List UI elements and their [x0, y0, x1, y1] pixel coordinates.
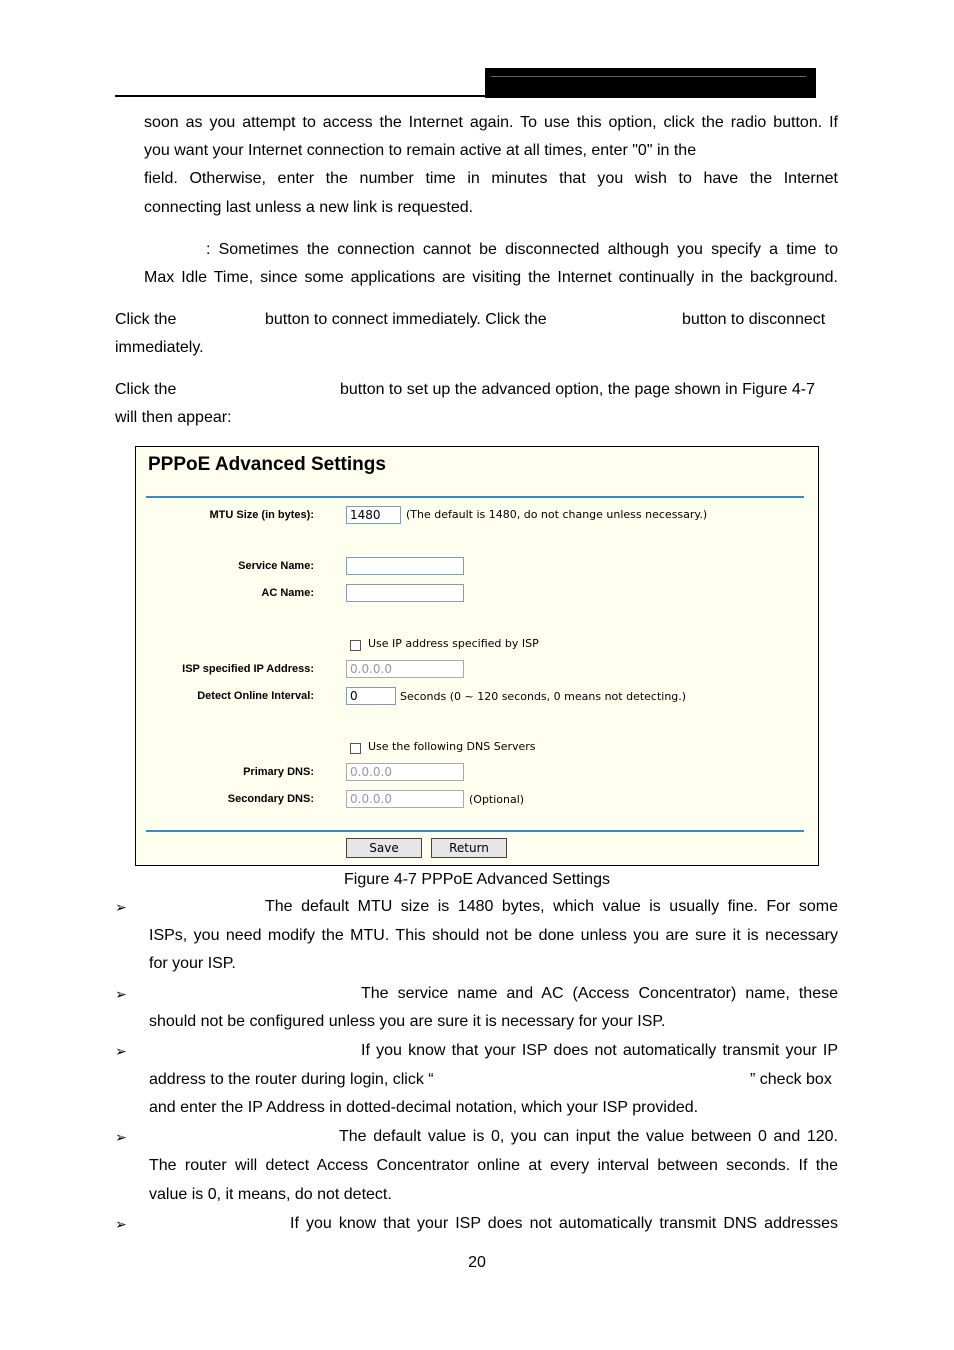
header-rule [115, 95, 485, 97]
primary-dns-input[interactable]: 0.0.0.0 [346, 763, 464, 781]
connect-c: button to disconnect [682, 311, 826, 328]
detect-input[interactable]: 0 [346, 687, 396, 705]
connect-d: immediately. [115, 339, 204, 356]
para1-line1: soon as you attempt to access the Internet again. To use this option, click the radio button. If [144, 114, 838, 131]
secondary-dns-note: (Optional) [469, 793, 525, 806]
figure-caption: Figure 4-7 PPPoE Advanced Settings [344, 871, 610, 888]
bullet3-line1: If you know that your ISP does not automatically transmit your IP [361, 1042, 838, 1059]
bullet2-line1: The service name and AC (Access Concentrator) name, these [361, 985, 838, 1002]
secondary-dns-input[interactable]: 0.0.0.0 [346, 790, 464, 808]
panel-bottom-rule [146, 830, 804, 832]
use-isp-ip-checkbox[interactable] [350, 640, 361, 651]
pppoe-advanced-panel [135, 446, 819, 866]
mtu-note: (The default is 1480, do not change unless necessary.) [406, 508, 708, 521]
para1-line4: connecting last unless a new link is requested. [144, 199, 474, 216]
bullet-arrow-5: ➢ [115, 1216, 127, 1232]
connect-b: button to connect immediately. Click the [265, 311, 547, 328]
return-button[interactable]: Return [431, 838, 507, 858]
ac-name-input[interactable] [346, 584, 464, 602]
bullet1-line3: for your ISP. [149, 955, 236, 972]
primary-dns-label: Primary DNS: [243, 766, 314, 778]
service-name-label: Service Name: [238, 560, 314, 572]
bullet3-line3: and enter the IP Address in dotted-decimal notation, which your ISP provided. [149, 1099, 699, 1116]
para1-line2: you want your Internet connection to remain active at all times, enter "0" in the [144, 142, 697, 159]
bullet1-line1: The default MTU size is 1480 bytes, which value is usually fine. For some [265, 898, 838, 915]
service-name-input[interactable] [346, 557, 464, 575]
mtu-input[interactable]: 1480 [346, 506, 401, 524]
note-line2: Max Idle Time, since some applications are visiting the Internet continually in the background. [144, 269, 838, 286]
bullet-arrow-4: ➢ [115, 1129, 127, 1145]
bullet-arrow-3: ➢ [115, 1043, 127, 1059]
bullet5-line1: If you know that your ISP does not automatically transmit DNS addresses [290, 1215, 838, 1232]
advanced-c: will then appear: [115, 409, 232, 426]
bullet4-line2: The router will detect Access Concentrator online at every interval between seconds. If the [149, 1157, 838, 1174]
use-dns-label: Use the following DNS Servers [368, 740, 536, 753]
save-button[interactable]: Save [346, 838, 422, 858]
connect-a: Click the [115, 311, 177, 328]
advanced-a: Click the [115, 381, 177, 398]
bullet1-line2: ISPs, you need modify the MTU. This should not be done unless you are sure it is necessary [149, 927, 838, 944]
advanced-b: button to set up the advanced option, the page shown in Figure 4-7 [340, 381, 815, 398]
mtu-label: MTU Size (in bytes): [209, 509, 314, 521]
isp-ip-label: ISP specified IP Address: [182, 663, 314, 675]
use-isp-ip-label: Use IP address specified by ISP [368, 637, 539, 650]
detect-note: Seconds (0 ~ 120 seconds, 0 means not detecting.) [400, 690, 687, 703]
isp-ip-input[interactable]: 0.0.0.0 [346, 660, 464, 678]
bullet4-line1: The default value is 0, you can input the value between 0 and 120. [339, 1128, 838, 1145]
para1-line3: field. Otherwise, enter the number time in minutes that you wish to have the Internet [144, 170, 838, 187]
secondary-dns-label: Secondary DNS: [227, 793, 314, 805]
bullet-arrow-2: ➢ [115, 986, 127, 1002]
bullet-arrow-1: ➢ [115, 899, 127, 915]
note-line1: : Sometimes the connection cannot be disconnected although you specify a time to [206, 241, 838, 258]
detect-label: Detect Online Interval: [197, 690, 314, 702]
bullet3-line2b: ” check box [750, 1071, 832, 1088]
panel-title: PPPoE Advanced Settings [148, 454, 386, 475]
bullet3-line2a: address to the router during login, click “ [149, 1071, 434, 1088]
ac-name-label: AC Name: [261, 587, 314, 599]
use-dns-checkbox[interactable] [350, 743, 361, 754]
bullet4-line3: value is 0, it means, do not detect. [149, 1186, 392, 1203]
bullet2-line2: should not be configured unless you are sure it is necessary for your ISP. [149, 1013, 666, 1030]
panel-top-rule [146, 496, 804, 498]
header-bar [485, 68, 816, 98]
page-number: 20 [468, 1254, 486, 1271]
